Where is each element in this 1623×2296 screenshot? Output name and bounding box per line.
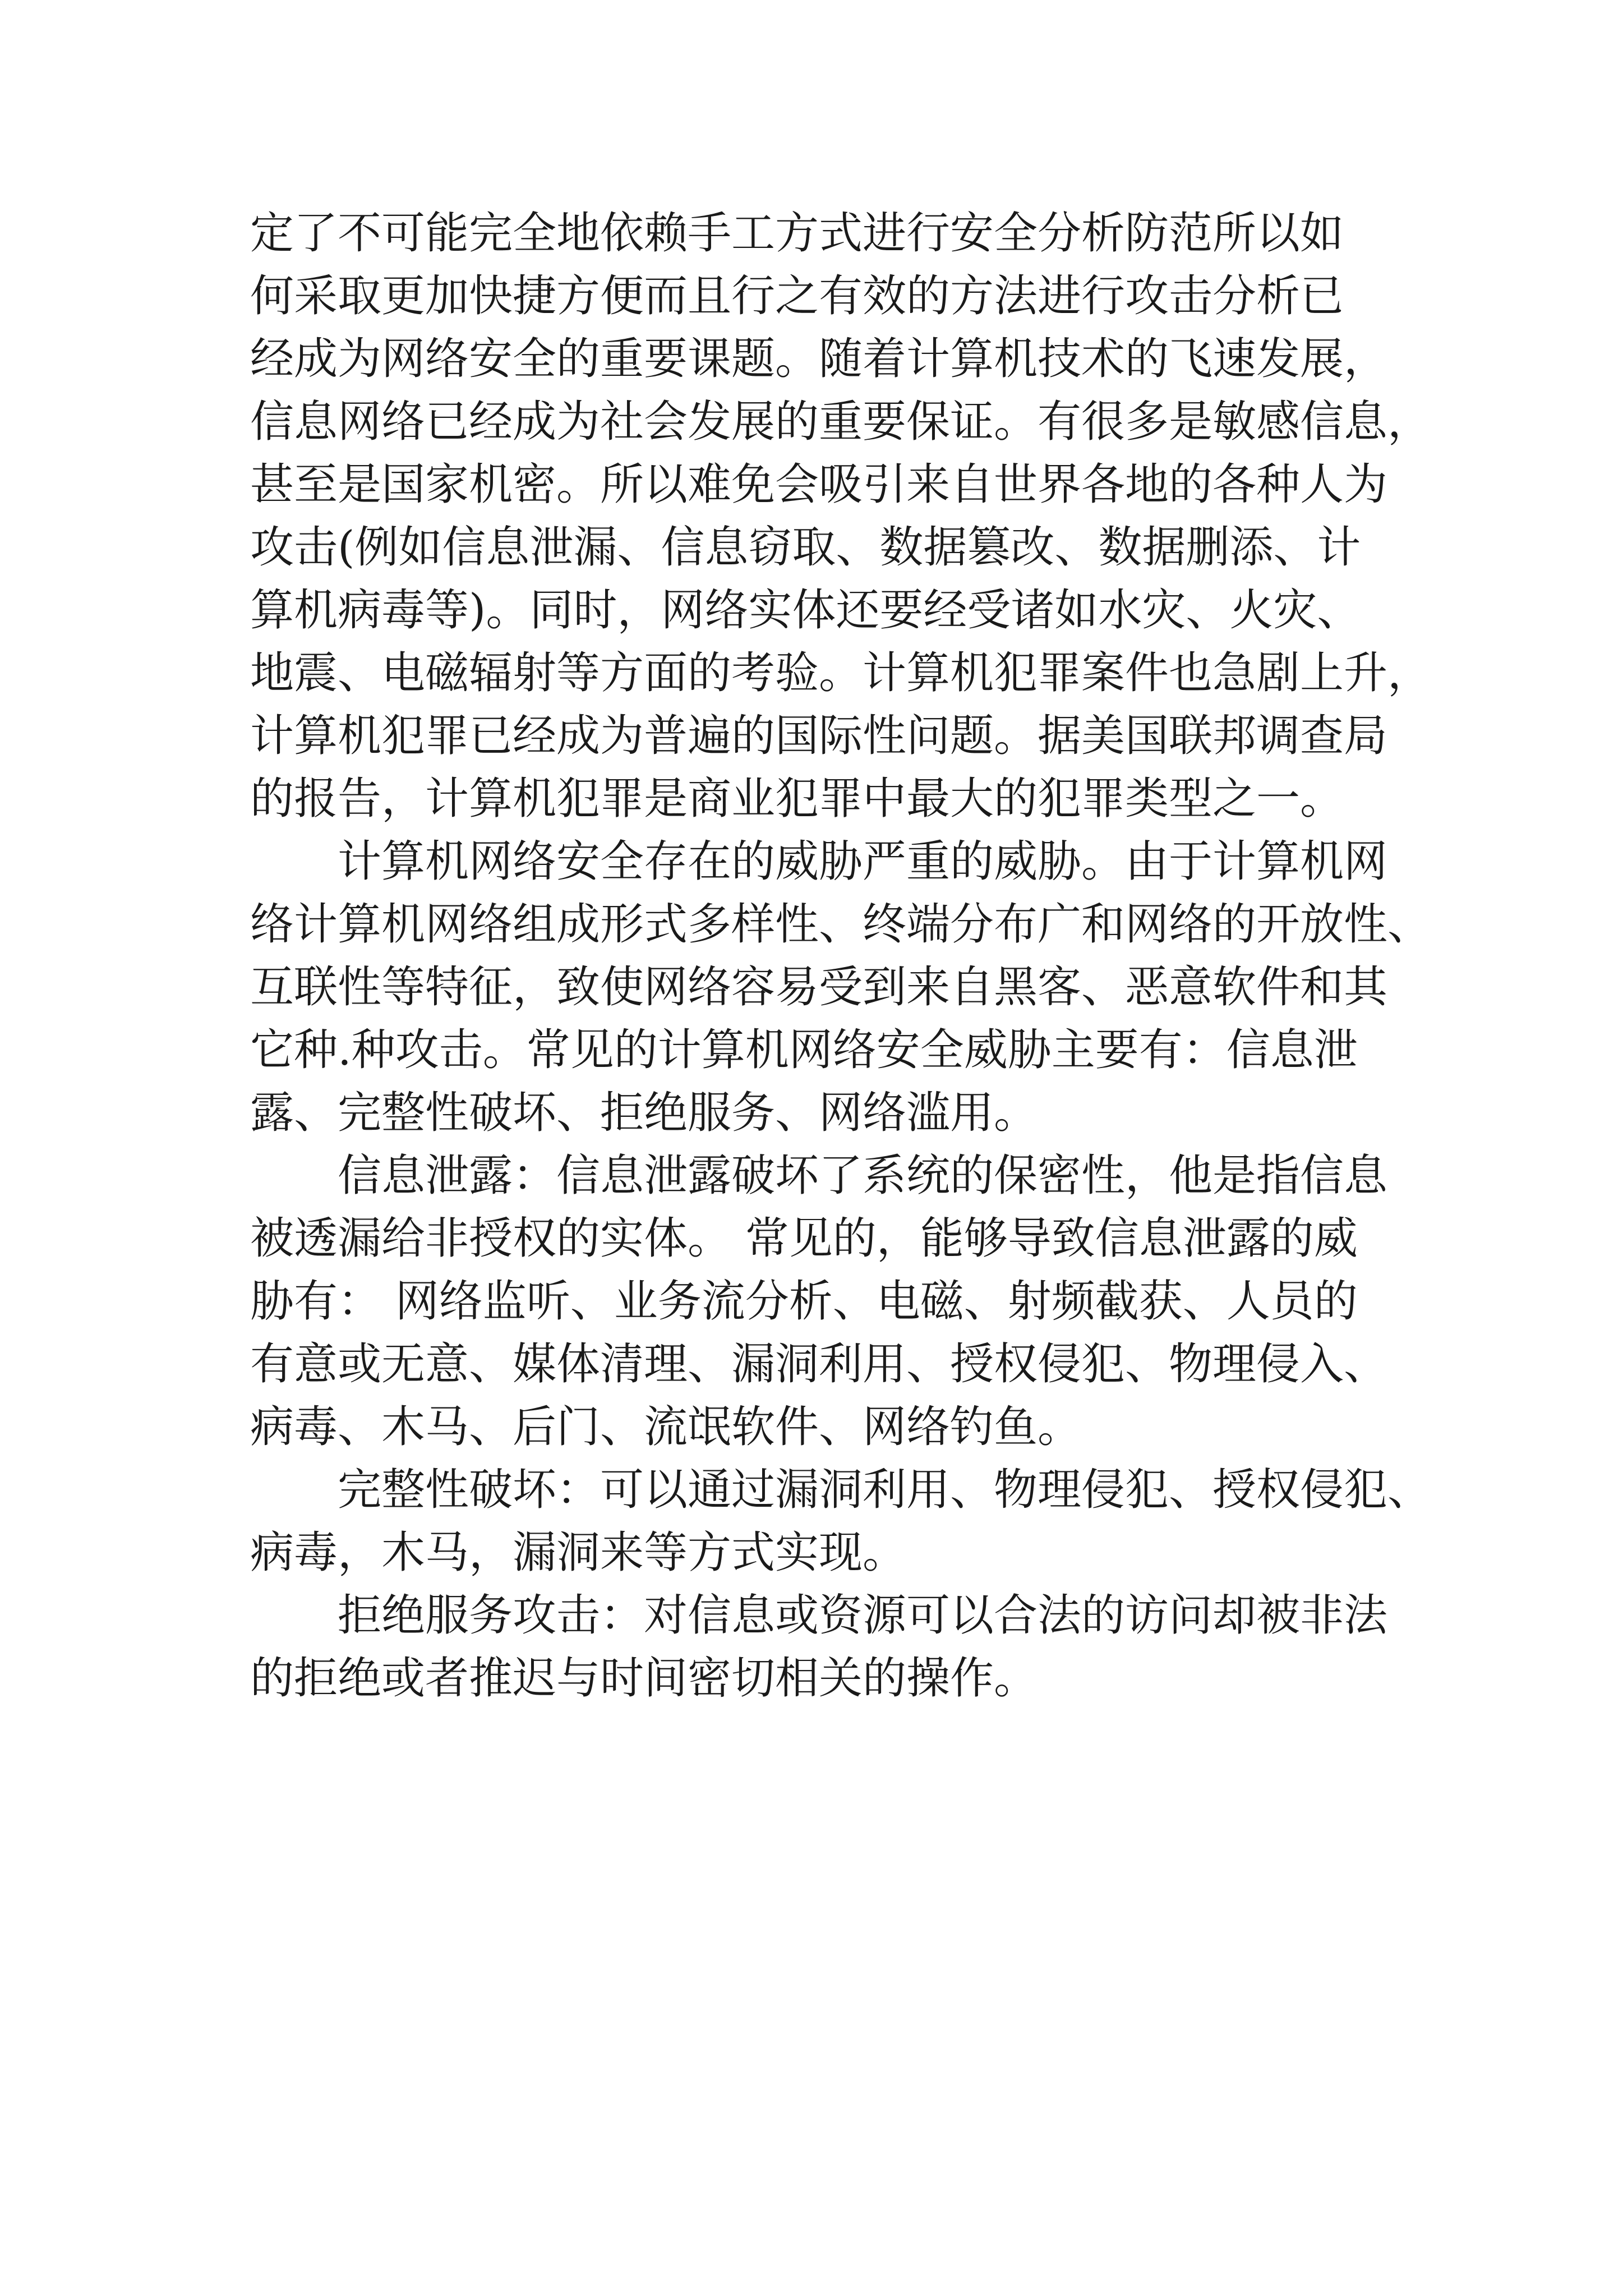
- text-line: 完整性破坏：可以通过漏洞利用、物理侵犯、授权侵犯、: [338, 1465, 1432, 1515]
- text-line: 甚至是国家机密。所以难免会吸引来自世界各地的各种人为: [250, 459, 1388, 510]
- text-line: 定了不可能完全地依赖手工方式进行安全分析防范所以如: [250, 208, 1344, 259]
- text-line: 它种.种攻击。常见的计算机网络安全威胁主要有：信息泄: [250, 1025, 1358, 1075]
- text-line: 有意或无意、媒体清理、漏洞利用、授权侵犯、物理侵入、: [250, 1339, 1388, 1389]
- text-line: 的报告，计算机犯罪是商业犯罪中最大的犯罪类型之一。: [250, 774, 1344, 824]
- text-line: 信息网络已经成为社会发展的重要保证。有很多是敏感信息，: [250, 397, 1432, 447]
- text-line: 病毒、木马、后门、流氓软件、网络钓鱼。: [250, 1402, 1082, 1452]
- paragraph-threats: [250, 830, 1432, 1144]
- text-line: 算机病毒等)。同时，网络实体还要经受诸如水灾、火灾、: [250, 585, 1361, 636]
- text-line: 攻击(例如信息泄漏、信息窃取、数据篡改、数据删添、计: [250, 522, 1361, 573]
- text-line: 被透漏给非授权的实体。 常见的，能够导致信息泄露的威: [250, 1213, 1358, 1264]
- text-line: 何采取更加快捷方便而且行之有效的方法进行攻击分析已: [250, 271, 1344, 321]
- text-line: 露、完整性破坏、拒绝服务、网络滥用。: [250, 1088, 1038, 1138]
- text-line: 病毒，木马，漏洞来等方式实现。: [250, 1527, 907, 1578]
- paragraph-integrity: [250, 1458, 1432, 1584]
- text-line: 信息泄露：信息泄露破坏了系统的保密性，他是指信息: [338, 1151, 1388, 1201]
- text-line: 经成为网络安全的重要课题。随着计算机技术的飞速发展，: [250, 334, 1388, 384]
- document-body: [250, 202, 1432, 1710]
- text-line: 的拒绝或者推迟与时间密切相关的操作。: [250, 1653, 1038, 1704]
- paragraph-information-leak: [250, 1144, 1394, 1458]
- text-line: 互联性等特征，致使网络容易受到来自黑客、恶意软件和其: [250, 962, 1388, 1013]
- paragraph-denial-of-service: [250, 1584, 1394, 1710]
- text-line: 拒绝服务攻击：对信息或资源可以合法的访问却被非法: [338, 1590, 1388, 1641]
- paragraph-intro: [250, 202, 1432, 830]
- text-line: 络计算机网络组成形式多样性、终端分布广和网络的开放性、: [250, 899, 1432, 950]
- text-line: 计算机网络安全存在的威胁严重的威胁。由于计算机网: [338, 836, 1388, 887]
- text-line: 胁有： 网络监听、业务流分析、电磁、射频截获、人员的: [250, 1276, 1358, 1327]
- text-line: 地震、电磁辐射等方面的考验。计算机犯罪案件也急剧上升，: [250, 648, 1432, 698]
- text-line: 计算机犯罪已经成为普遍的国际性问题。据美国联邦调查局: [250, 711, 1388, 761]
